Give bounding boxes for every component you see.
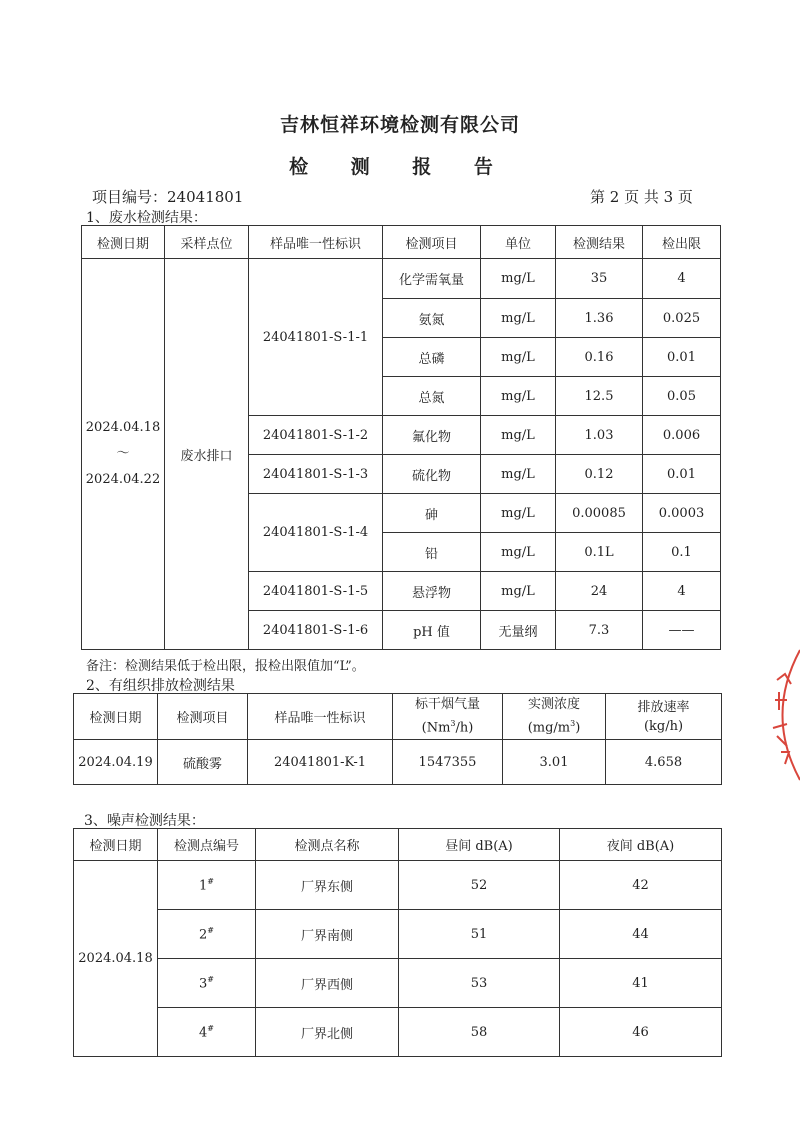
ex-conc-unit-b: ) xyxy=(575,720,581,736)
ww-item: 硫化物 xyxy=(383,455,481,494)
ww-unit: mg/L xyxy=(481,377,556,416)
ww-item: 砷 xyxy=(383,494,481,533)
ex-flow-unit-b: /h) xyxy=(455,720,474,736)
ww-location: 废水排口 xyxy=(165,259,249,650)
ww-limit: 0.01 xyxy=(643,455,721,494)
ww-result: 7.3 xyxy=(556,611,643,650)
project-label: 项目编号： xyxy=(92,188,168,206)
red-seal-stamp xyxy=(755,640,800,790)
ww-limit: 0.025 xyxy=(643,299,721,338)
ww-limit: 0.01 xyxy=(643,338,721,377)
ww-date-sep: ～ xyxy=(116,446,130,461)
ww-item: 铅 xyxy=(383,533,481,572)
ww-unit: mg/L xyxy=(481,572,556,611)
ww-limit: 0.1 xyxy=(643,533,721,572)
ww-sample-id: 24041801-S-1-3 xyxy=(249,455,383,494)
nz-no: 4 xyxy=(199,1025,208,1041)
ex-rate-label: 排放速率 xyxy=(637,699,690,715)
ex-item: 硫酸雾 xyxy=(158,740,248,785)
ww-sample-id: 24041801-S-1-6 xyxy=(249,611,383,650)
ww-result: 1.36 xyxy=(556,299,643,338)
ww-header: 检测日期 xyxy=(82,226,165,259)
ww-date-to: 2024.04.22 xyxy=(85,472,161,487)
nz-night: 46 xyxy=(560,1008,722,1057)
ex-date: 2024.04.19 xyxy=(74,740,158,785)
ww-header: 检出限 xyxy=(643,226,721,259)
company-name: 吉林恒祥环境检测有限公司 xyxy=(279,114,520,136)
ww-date-cell xyxy=(82,259,165,650)
nz-point-no xyxy=(158,1008,256,1057)
ww-sample-id: 24041801-S-1-5 xyxy=(249,572,383,611)
ww-result: 0.12 xyxy=(556,455,643,494)
section-title-exhaust: 2、有组织排放检测结果 xyxy=(86,678,235,694)
ww-unit: mg/L xyxy=(481,259,556,299)
nz-header: 检测点编号 xyxy=(158,829,256,861)
ww-result: 0.1L xyxy=(556,533,643,572)
ww-item: 总磷 xyxy=(383,338,481,377)
ww-unit: mg/L xyxy=(481,455,556,494)
nz-day: 51 xyxy=(399,910,560,959)
wastewater-table xyxy=(81,225,721,650)
ww-item: 悬浮物 xyxy=(383,572,481,611)
ww-item: 氟化物 xyxy=(383,416,481,455)
ww-limit: 0.006 xyxy=(643,416,721,455)
ex-flow-unit-a: (Nm xyxy=(421,720,451,736)
ww-unit: mg/L xyxy=(481,416,556,455)
nz-date: 2024.04.18 xyxy=(74,861,158,1057)
report-title: 检 测 报 告 xyxy=(289,156,511,178)
nz-day: 58 xyxy=(399,1008,560,1057)
ww-unit: mg/L xyxy=(481,338,556,377)
nz-night: 44 xyxy=(560,910,722,959)
ex-rate-unit: (kg/h) xyxy=(643,718,684,734)
ww-item: 总氮 xyxy=(383,377,481,416)
ww-limit: —— xyxy=(643,611,721,650)
ww-item: pH 值 xyxy=(383,611,481,650)
ex-header-rate xyxy=(606,694,722,740)
nz-no: 1 xyxy=(199,878,208,894)
ww-sample-id: 24041801-S-1-1 xyxy=(249,259,383,416)
ww-result: 12.5 xyxy=(556,377,643,416)
nz-header: 夜间 dB(A) xyxy=(560,829,722,861)
ex-conc-unit-a: (mg/m xyxy=(527,720,571,736)
ww-item: 化学需氧量 xyxy=(383,259,481,299)
ww-limit: 4 xyxy=(643,259,721,299)
ex-conc-unit-sup: 3 xyxy=(570,719,576,729)
ww-limit: 0.0003 xyxy=(643,494,721,533)
nz-header: 检测点名称 xyxy=(256,829,399,861)
ww-result: 0.16 xyxy=(556,338,643,377)
ex-conc: 3.01 xyxy=(503,740,606,785)
nz-header: 检测日期 xyxy=(74,829,158,861)
exhaust-table xyxy=(73,693,722,785)
ww-header: 样品唯一性标识 xyxy=(249,226,383,259)
section-title-wastewater: 1、废水检测结果： xyxy=(86,210,207,226)
ww-limit: 0.05 xyxy=(643,377,721,416)
nz-day: 53 xyxy=(399,959,560,1008)
nz-no-sup: # xyxy=(207,974,214,984)
ww-header: 检测项目 xyxy=(383,226,481,259)
section-title-noise: 3、噪声检测结果： xyxy=(84,813,205,829)
nz-point-no xyxy=(158,861,256,910)
nz-no-sup: # xyxy=(207,1023,214,1033)
project-value: 24041801 xyxy=(167,188,244,206)
nz-night: 41 xyxy=(560,959,722,1008)
ww-item: 氨氮 xyxy=(383,299,481,338)
nz-point-name: 厂界西侧 xyxy=(256,959,399,1008)
nz-point-name: 厂界南侧 xyxy=(256,910,399,959)
nz-point-no xyxy=(158,959,256,1008)
nz-point-no xyxy=(158,910,256,959)
ex-conc-label: 实测浓度 xyxy=(527,697,580,713)
ww-result: 35 xyxy=(556,259,643,299)
nz-night: 42 xyxy=(560,861,722,910)
noise-table xyxy=(73,828,722,1057)
ex-flow-unit-sup: 3 xyxy=(450,719,456,729)
ww-unit: 无量纲 xyxy=(481,611,556,650)
nz-point-name: 厂界东侧 xyxy=(256,861,399,910)
ww-unit: mg/L xyxy=(481,299,556,338)
nz-point-name: 厂界北侧 xyxy=(256,1008,399,1057)
ww-result: 24 xyxy=(556,572,643,611)
ww-header: 单位 xyxy=(481,226,556,259)
ex-header-conc xyxy=(503,694,606,740)
ww-header: 采样点位 xyxy=(165,226,249,259)
ex-header: 检测项目 xyxy=(158,694,248,740)
ww-header: 检测结果 xyxy=(556,226,643,259)
nz-header: 昼间 dB(A) xyxy=(399,829,560,861)
nz-day: 52 xyxy=(399,861,560,910)
ex-conc-unit xyxy=(503,714,605,737)
ex-rate: 4.658 xyxy=(606,740,722,785)
ex-sample-id: 24041801-K-1 xyxy=(248,740,393,785)
ex-header-flow xyxy=(393,694,503,740)
ww-result: 0.00085 xyxy=(556,494,643,533)
ww-date-from: 2024.04.18 xyxy=(85,420,161,435)
wastewater-note: 备注：检测结果低于检出限，报检出限值加“L”。 xyxy=(86,659,365,674)
ww-unit: mg/L xyxy=(481,494,556,533)
ex-header: 检测日期 xyxy=(74,694,158,740)
nz-no-sup: # xyxy=(207,876,214,886)
project-number xyxy=(92,186,243,207)
ex-flow-unit xyxy=(393,714,502,737)
ww-result: 1.03 xyxy=(556,416,643,455)
ex-header: 样品唯一性标识 xyxy=(248,694,393,740)
ww-sample-id: 24041801-S-1-2 xyxy=(249,416,383,455)
ex-flow: 1547355 xyxy=(393,740,503,785)
nz-no: 3 xyxy=(199,976,208,992)
ww-limit: 4 xyxy=(643,572,721,611)
page-info: 第 2 页 共 3 页 xyxy=(590,188,693,206)
ex-flow-label: 标干烟气量 xyxy=(414,697,480,713)
nz-no: 2 xyxy=(199,927,208,943)
ww-unit: mg/L xyxy=(481,533,556,572)
nz-no-sup: # xyxy=(207,925,214,935)
ww-sample-id: 24041801-S-1-4 xyxy=(249,494,383,572)
